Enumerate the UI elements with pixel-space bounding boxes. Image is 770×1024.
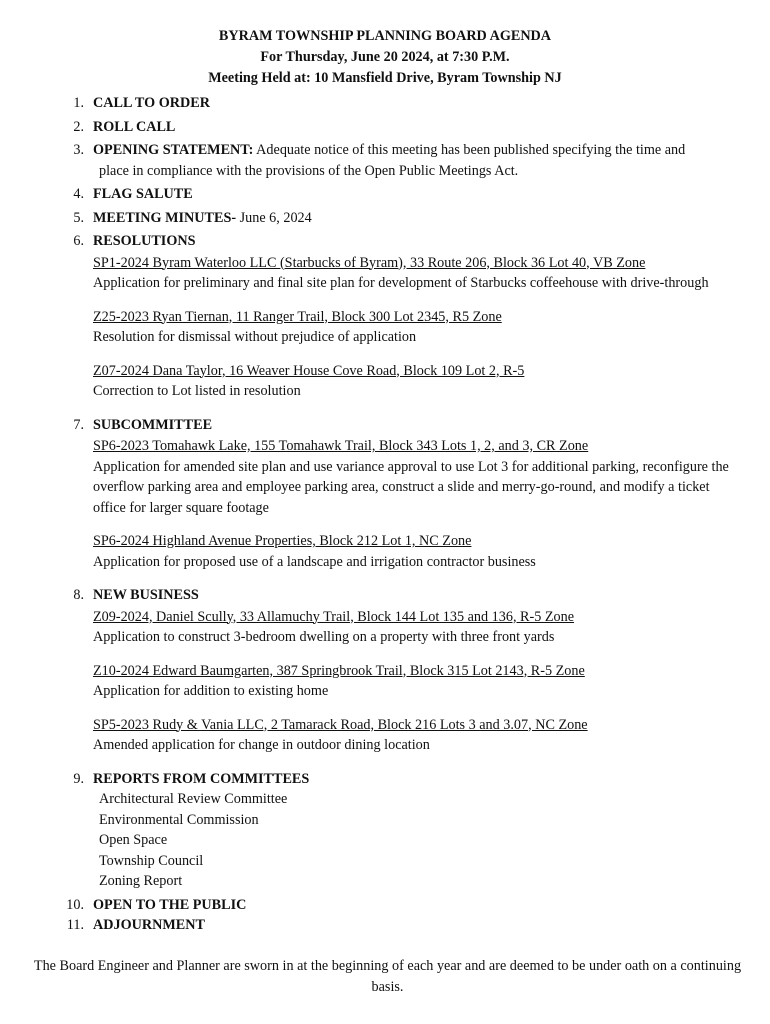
item-text-continued: place in compliance with the provisions of the Open Public Meetings Act. <box>99 162 519 179</box>
meeting-location: Meeting Held at: 10 Mansfield Drive, Byram Township NJ <box>208 70 562 86</box>
item-label: NEW BUSINESS <box>93 587 199 603</box>
resolution-entry <box>93 307 750 348</box>
meeting-date: For Thursday, June 20 2024, at 7:30 P.M. <box>260 49 510 65</box>
subcommittee-title: SP6-2023 Tomahawk Lake, 155 Tomahawk Trail, Block 343 Lots 1, 2, and 3, CR Zone <box>93 438 589 454</box>
agenda-item-roll-call <box>0 117 770 138</box>
item-number: 10. <box>66 896 84 913</box>
agenda-list <box>0 93 770 936</box>
new-business-entry <box>93 607 750 648</box>
agenda-item-meeting-minutes <box>0 208 770 229</box>
item-number: 5. <box>73 209 84 226</box>
agenda-item-flag-salute <box>0 184 770 205</box>
resolution-entry <box>93 361 750 402</box>
resolution-title: SP1-2024 Byram Waterloo LLC (Starbucks of Byram), 33 Route 206, Block 36 Lot 40, VB Zone <box>93 254 646 271</box>
item-label: ROLL CALL <box>93 118 176 135</box>
agenda-item-reports <box>0 769 770 892</box>
agenda-item-adjournment <box>0 915 770 936</box>
new-business-description: Application for addition to existing home <box>93 683 329 699</box>
reports-list <box>93 789 750 892</box>
item-number: 1. <box>73 95 84 111</box>
new-business-entry <box>93 661 750 702</box>
oath-note: The Board Engineer and Planner are sworn in at the beginning of each year and are deemed to be under oath on a continuing basis. <box>33 958 742 995</box>
item-label: FLAG SALUTE <box>93 186 193 202</box>
agenda-item-opening-statement <box>0 140 770 181</box>
item-number: 9. <box>73 770 84 787</box>
item-label: OPEN TO THE PUBLIC <box>93 896 247 913</box>
new-business-description: Amended application for change in outdoor dining location <box>93 737 430 753</box>
item-label: SUBCOMMITTEE <box>93 416 213 433</box>
agenda-header <box>0 26 770 89</box>
item-label: CALL TO ORDER <box>93 95 210 111</box>
resolution-title: Z25-2023 Ryan Tiernan, 11 Ranger Trail, Block 300 Lot 2345, R5 Zone <box>93 308 502 325</box>
item-text: June 6, 2024 <box>236 209 312 226</box>
new-business-title: SP5-2023 Rudy & Vania LLC, 2 Tamarack Road, Block 216 Lots 3 and 3.07, NC Zone <box>93 716 588 733</box>
item-number: 11. <box>66 917 84 933</box>
resolution-description: Resolution for dismissal without prejudice of application <box>93 329 417 345</box>
item-label: MEETING MINUTES- <box>93 209 237 226</box>
resolution-entry <box>93 253 750 294</box>
item-number: 8. <box>73 587 84 603</box>
agenda-item-open-to-public <box>0 895 770 916</box>
report-entry: Township Council <box>99 852 204 869</box>
subcommittee-description: Application for proposed use of a landscape and irrigation contractor business <box>93 553 536 570</box>
subcommittee-entry <box>93 436 750 518</box>
item-number: 2. <box>73 118 84 135</box>
item-number: 7. <box>73 416 84 433</box>
new-business-title: Z09-2024, Daniel Scully, 33 Allamuchy Trail, Block 144 Lot 135 and 136, R-5 Zone <box>93 608 575 625</box>
subcommittee-title: SP6-2024 Highland Avenue Properties, Block 212 Lot 1, NC Zone <box>93 533 472 549</box>
agenda-item-call-to-order <box>0 93 770 114</box>
item-label: REPORTS FROM COMMITTEES <box>93 770 310 787</box>
report-entry: Zoning Report <box>99 873 183 889</box>
item-label: ADJOURNMENT <box>93 917 205 933</box>
item-label: OPENING STATEMENT: <box>93 142 254 158</box>
agenda-item-new-business <box>0 585 770 756</box>
item-text: Adequate notice of this meeting has been published specifying the time and <box>253 142 686 158</box>
new-business-description: Application to construct 3-bedroom dwelling on a property with three front yards <box>93 629 555 645</box>
resolution-title: Z07-2024 Dana Taylor, 16 Weaver House Cove Road, Block 109 Lot 2, R-5 <box>93 362 525 379</box>
agenda-item-resolutions <box>0 231 770 402</box>
subcommittee-description: Application for amended site plan and use variance approval to use Lot 3 for additional parking, reconfigure the overflow parking area and employee parking area, construct a slide and merry-go-round, and modify a ticket office for larger square footage <box>93 458 729 516</box>
subcommittee-entry <box>93 531 750 572</box>
item-label: RESOLUTIONS <box>93 233 196 249</box>
resolution-description: Correction to Lot listed in resolution <box>93 383 301 399</box>
new-business-title: Z10-2024 Edward Baumgarten, 387 Springbrook Trail, Block 315 Lot 2143, R-5 Zone <box>93 662 585 679</box>
report-entry: Environmental Commission <box>99 811 259 828</box>
agenda-title: BYRAM TOWNSHIP PLANNING BOARD AGENDA <box>218 28 552 44</box>
resolution-description: Application for preliminary and final site plan for development of Starbucks coffeehouse with drive-through <box>93 275 709 291</box>
item-number: 4. <box>73 186 84 202</box>
report-entry: Open Space <box>99 832 168 848</box>
agenda-item-subcommittee <box>0 415 770 573</box>
item-number: 3. <box>73 142 84 158</box>
report-entry: Architectural Review Committee <box>99 791 288 807</box>
item-number: 6. <box>73 233 84 249</box>
new-business-entry <box>93 715 750 756</box>
